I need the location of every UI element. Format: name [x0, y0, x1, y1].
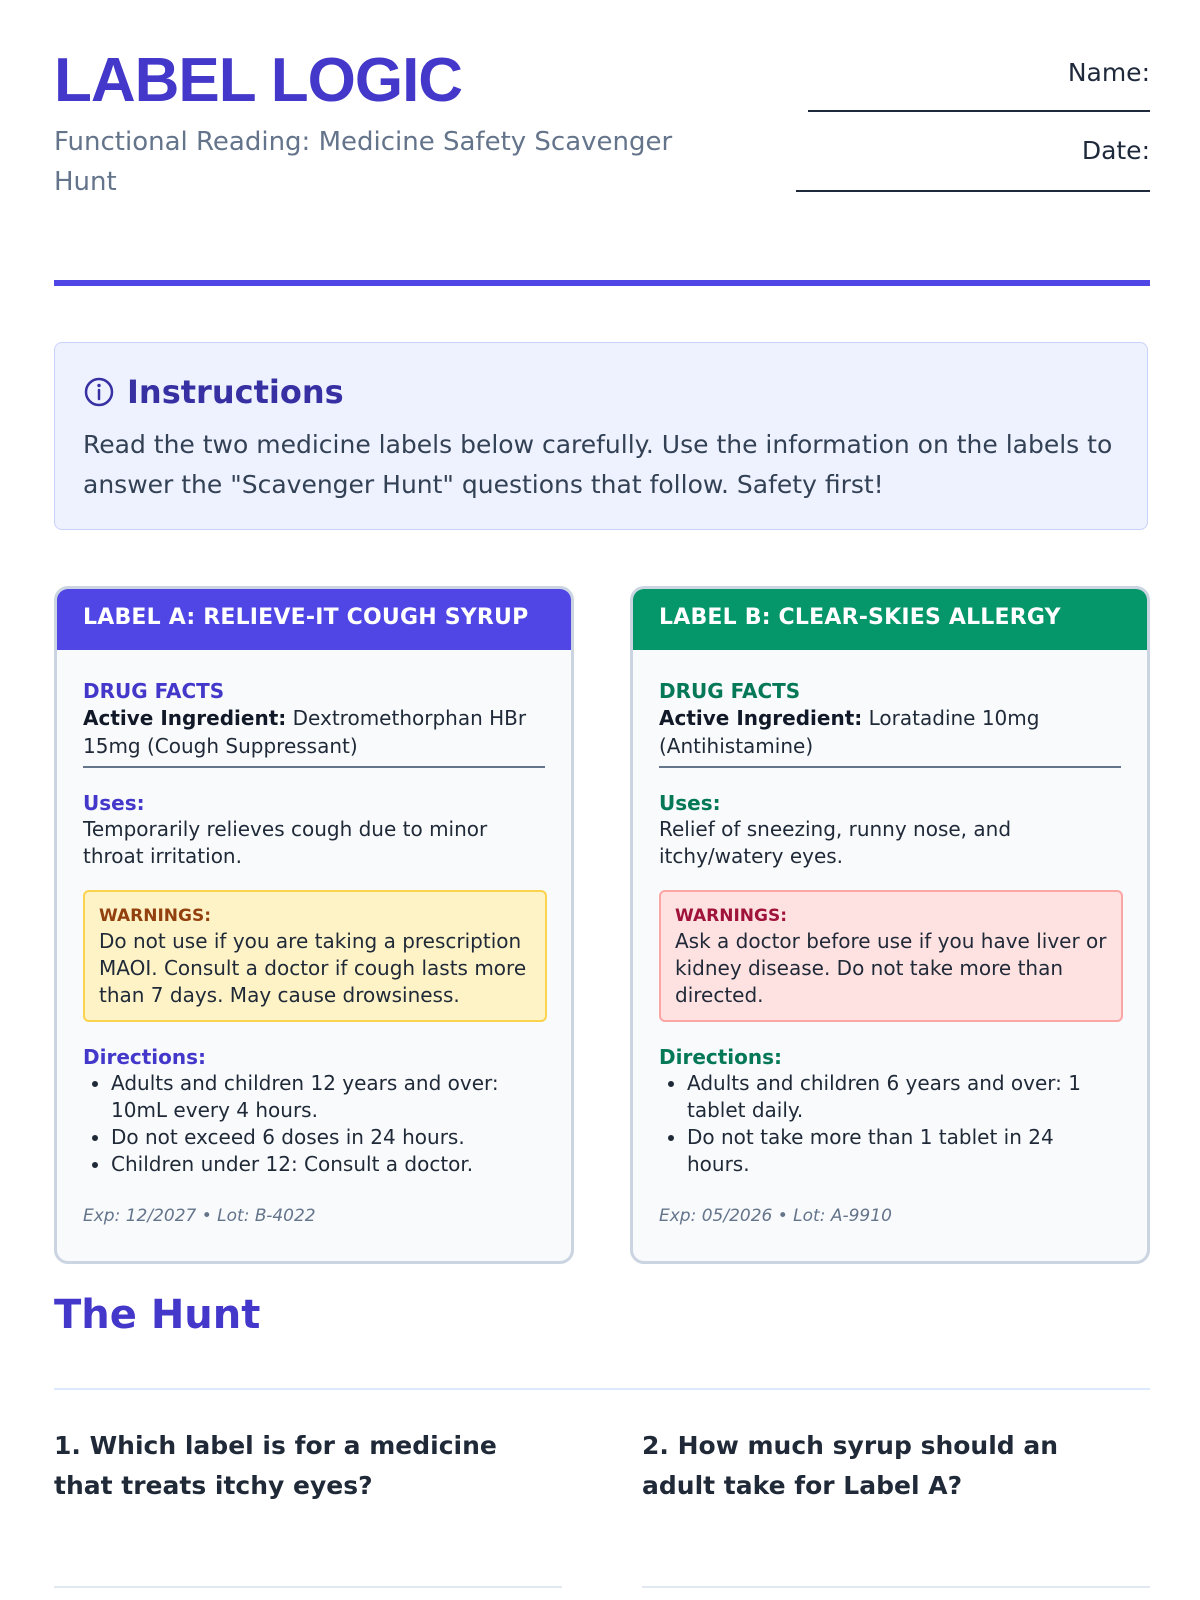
warnings-title: WARNINGS: — [99, 906, 212, 926]
header-divider — [54, 280, 1150, 286]
drug-facts-title: DRUG FACTS — [83, 679, 225, 703]
name-field[interactable] — [808, 110, 1150, 112]
label-card-b — [630, 586, 1150, 1264]
list-item: • Adults and children 12 years and over: 10mL every 4 hours. — [111, 1070, 545, 1124]
list-item: • Do not exceed 6 doses in 24 hours. — [111, 1124, 545, 1151]
name-label: Name: — [1067, 58, 1150, 87]
list-item: • Children under 12: Consult a doctor. — [111, 1151, 545, 1178]
expiry-lot-text: Exp: 12/2027 • Lot: B-4022 — [83, 1206, 316, 1226]
worksheet-header — [54, 0, 1150, 290]
active-ingredient-value: Dextromethorphan HBr 15mg (Cough Suppressant) — [83, 706, 527, 758]
label-header: LABEL A: RELIEVE-IT COUGH SYRUP — [57, 589, 571, 650]
drug-facts-title: DRUG FACTS — [659, 679, 801, 703]
active-ingredient-value: Loratadine 10mg (Antihistamine) — [659, 706, 1040, 758]
label-body — [57, 650, 571, 1226]
answer-line-1[interactable] — [54, 1586, 562, 1588]
instructions-text: Read the two medicine labels below carefully. Use the information on the labels to answer the "Scavenger Hunt" questions that follow. Safety first! — [83, 430, 1113, 499]
warnings-box — [659, 890, 1123, 1022]
question-2: 2. How much syrup should an adult take for Label A? — [642, 1431, 1059, 1500]
label-body — [633, 650, 1147, 1226]
active-ingredient-label: Active Ingredient: — [83, 706, 287, 730]
list-item: • Adults and children 6 years and over: 1 tablet daily. — [687, 1070, 1121, 1124]
active-ingredient — [83, 704, 545, 760]
hunt-divider — [54, 1388, 1150, 1390]
directions-title: Directions: — [659, 1045, 783, 1069]
warnings-text: Ask a doctor before use if you have liver or kidney disease. Do not take more than directed. — [675, 929, 1107, 1007]
facts-divider — [659, 766, 1121, 768]
warnings-text: Do not use if you are taking a prescription MAOI. Consult a doctor if cough lasts more than 7 days. May cause drowsiness. — [99, 929, 527, 1007]
directions-title: Directions: — [83, 1045, 207, 1069]
warnings-title: WARNINGS: — [675, 906, 788, 926]
warnings-box — [83, 890, 547, 1022]
facts-divider — [83, 766, 545, 768]
uses-text: Relief of sneezing, runny nose, and itchy/watery eyes. — [659, 817, 1012, 868]
date-label: Date: — [1081, 136, 1150, 165]
directions-list — [659, 1070, 1121, 1178]
uses-title: Uses: — [659, 791, 721, 815]
instructions-heading — [83, 373, 1119, 411]
page-subtitle: Functional Reading: Medicine Safety Scavenger Hunt — [54, 127, 673, 197]
name-date-block — [796, 56, 1150, 192]
page-title: LABEL LOGIC — [54, 46, 463, 115]
instructions-title: Instructions — [127, 373, 344, 411]
hunt-section-title: The Hunt — [54, 1292, 261, 1338]
label-card-a — [54, 586, 574, 1264]
active-ingredient-label: Active Ingredient: — [659, 706, 863, 730]
list-item: • Do not take more than 1 tablet in 24 hours. — [687, 1124, 1121, 1178]
instructions-box — [54, 342, 1148, 530]
worksheet-page — [54, 0, 1150, 1500]
label-header: LABEL B: CLEAR-SKIES ALLERGY — [633, 589, 1147, 650]
uses-title: Uses: — [83, 791, 145, 815]
expiry-lot-text: Exp: 05/2026 • Lot: A-9910 — [659, 1206, 892, 1226]
question-1: 1. Which label is for a medicine that treats itchy eyes? — [54, 1431, 497, 1500]
active-ingredient — [659, 704, 1121, 760]
directions-list — [83, 1070, 545, 1178]
info-icon — [83, 376, 115, 408]
uses-text: Temporarily relieves cough due to minor throat irritation. — [83, 817, 488, 868]
date-field[interactable] — [796, 190, 1150, 192]
answer-line-2[interactable] — [642, 1586, 1150, 1588]
